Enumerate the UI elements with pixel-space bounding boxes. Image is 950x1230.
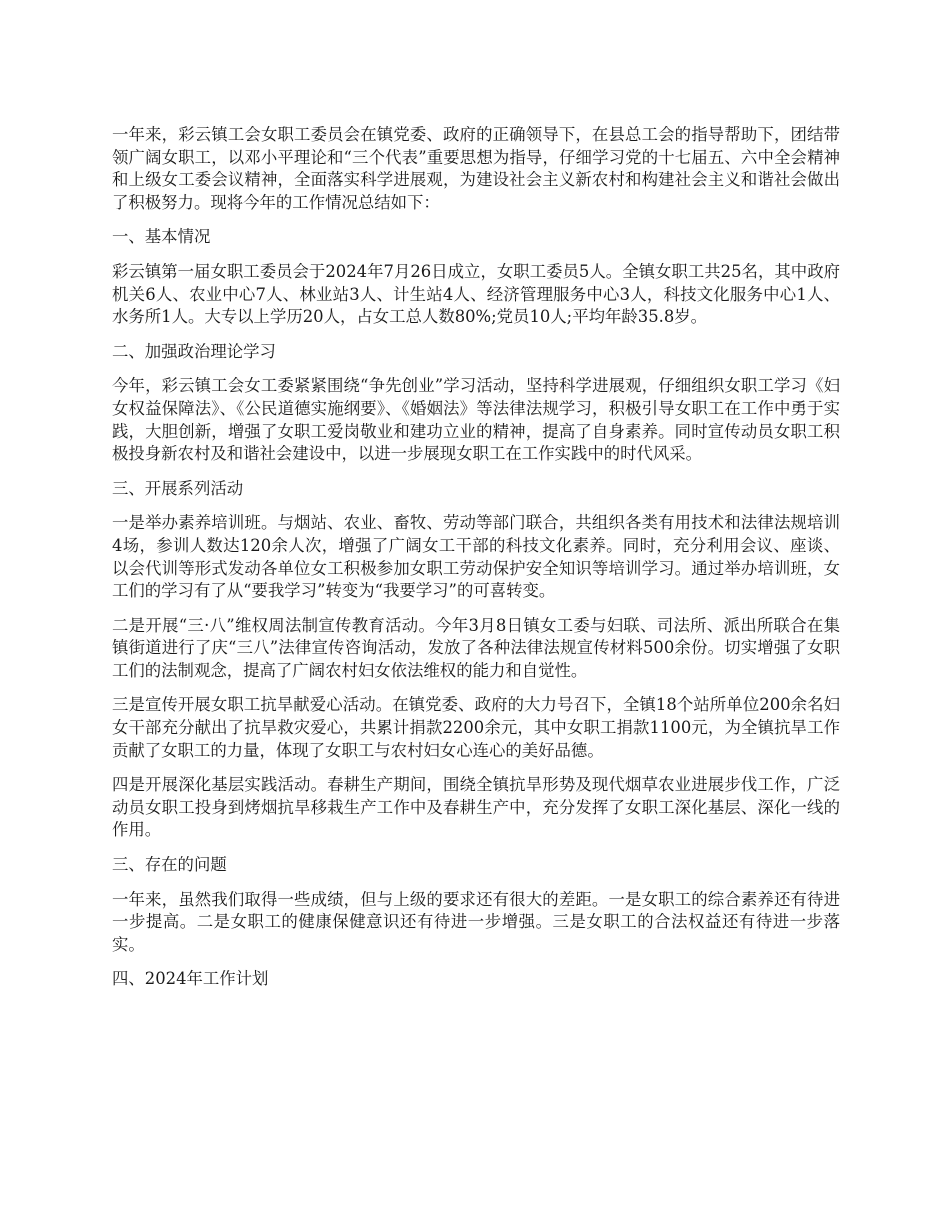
section-heading-problems: 三、存在的问题 [112, 855, 227, 875]
basic-info-paragraph: 彩云镇第一届女职工委员会于2024年7月26日成立，女职工委员5人。全镇女职工共25名，其中政府机关6人、农业中心7人、林业站3人、计生站4人、经济管理服务中心3人，科技文化服务中心1人、水务所1人。大专以上学历20人，占女工总人数80%;党员10人;平均年龄35.8岁。 [112, 261, 840, 327]
activity-rights-week-paragraph: 二是开展“三·八”维权周法制宣传教育活动。今年3月8日镇女工委与妇联、司法所、派出所联合在集镇街道进行了庆“三八”法律宣传咨询活动，发放了各种法律法规宣传材料500余份。切实增强了女职工们的法制观念，提高了广阔农村妇女依法维权的能力和自觉性。 [112, 615, 840, 680]
problems-paragraph: 一年来，虽然我们取得一些成绩，但与上级的要求还有很大的差距。一是女职工的综合素养还有待进一步提高。二是女职工的健康保健意识还有待进一步增强。三是女职工的合法权益还有待进一步落实。 [112, 889, 840, 954]
section-heading-basic-info: 一、基本情况 [112, 227, 211, 247]
activity-grassroots-paragraph: 四是开展深化基层实践活动。春耕生产期间，围绕全镇抗旱形势及现代烟草农业进展步伐工作，广泛动员女职工投身到烤烟抗旱移栽生产工作中及春耕生产中，充分发挥了女职工深化基层、深化一线的作用。 [112, 775, 840, 840]
activity-training-paragraph: 一是举办素养培训班。与烟站、农业、畜牧、劳动等部门联合，共组织各类有用技术和法律法规培训4场，参训人数达120余人次，增强了广阔女工干部的科技文化素养。同时，充分利用会议、座谈、以会代训等形式发动各单位女工积极参加女职工劳动保护安全知识等培训学习。通过举办培训班，女工们的学习有了从“要我学习”转变为“我要学习”的可喜转变。 [112, 513, 840, 601]
section-heading-activities: 三、开展系列活动 [112, 478, 244, 498]
political-study-paragraph: 今年，彩云镇工会女工委紧紧围绕“争先创业”学习活动，坚持科学进展观，仔细组织女职工学习《妇女权益保障法》、《公民道德实施纲要》、《婚姻法》等法律法规学习，积极引导女职工在工作中勇于实践，大胆创新，增强了女职工爱岗敬业和建功立业的精神，提高了自身素养。同时宣传动员女职工积极投身新农村及和谐社会建设中，以进一步展现女职工在工作实践中的时代风采。 [112, 376, 840, 464]
activity-drought-relief-paragraph: 三是宣传开展女职工抗旱献爱心活动。在镇党委、政府的大力号召下，全镇18个站所单位200余名妇女干部充分献出了抗旱救灾爱心，共累计捐款2200余元，其中女职工捐款1100元，为全镇抗旱工作贡献了女职工的力量，体现了女职工与农村妇女心连心的美好品德。 [112, 695, 840, 760]
section-heading-work-plan: 四、2024年工作计划 [112, 969, 269, 989]
section-heading-political-study: 二、加强政治理论学习 [112, 341, 276, 361]
intro-paragraph: 一年来，彩云镇工会女职工委员会在镇党委、政府的正确领导下，在县总工会的指导帮助下，团结带领广阔女职工，以邓小平理论和“三个代表”重要思想为指导，仔细学习党的十七届五、六中全会精神和上级女工委会议精神，全面落实科学进展观，为建设社会主义新农村和构建社会主义和谐社会做出了积极努力。现将今年的工作情况总结如下： [112, 125, 840, 212]
document-body [112, 124, 840, 1003]
